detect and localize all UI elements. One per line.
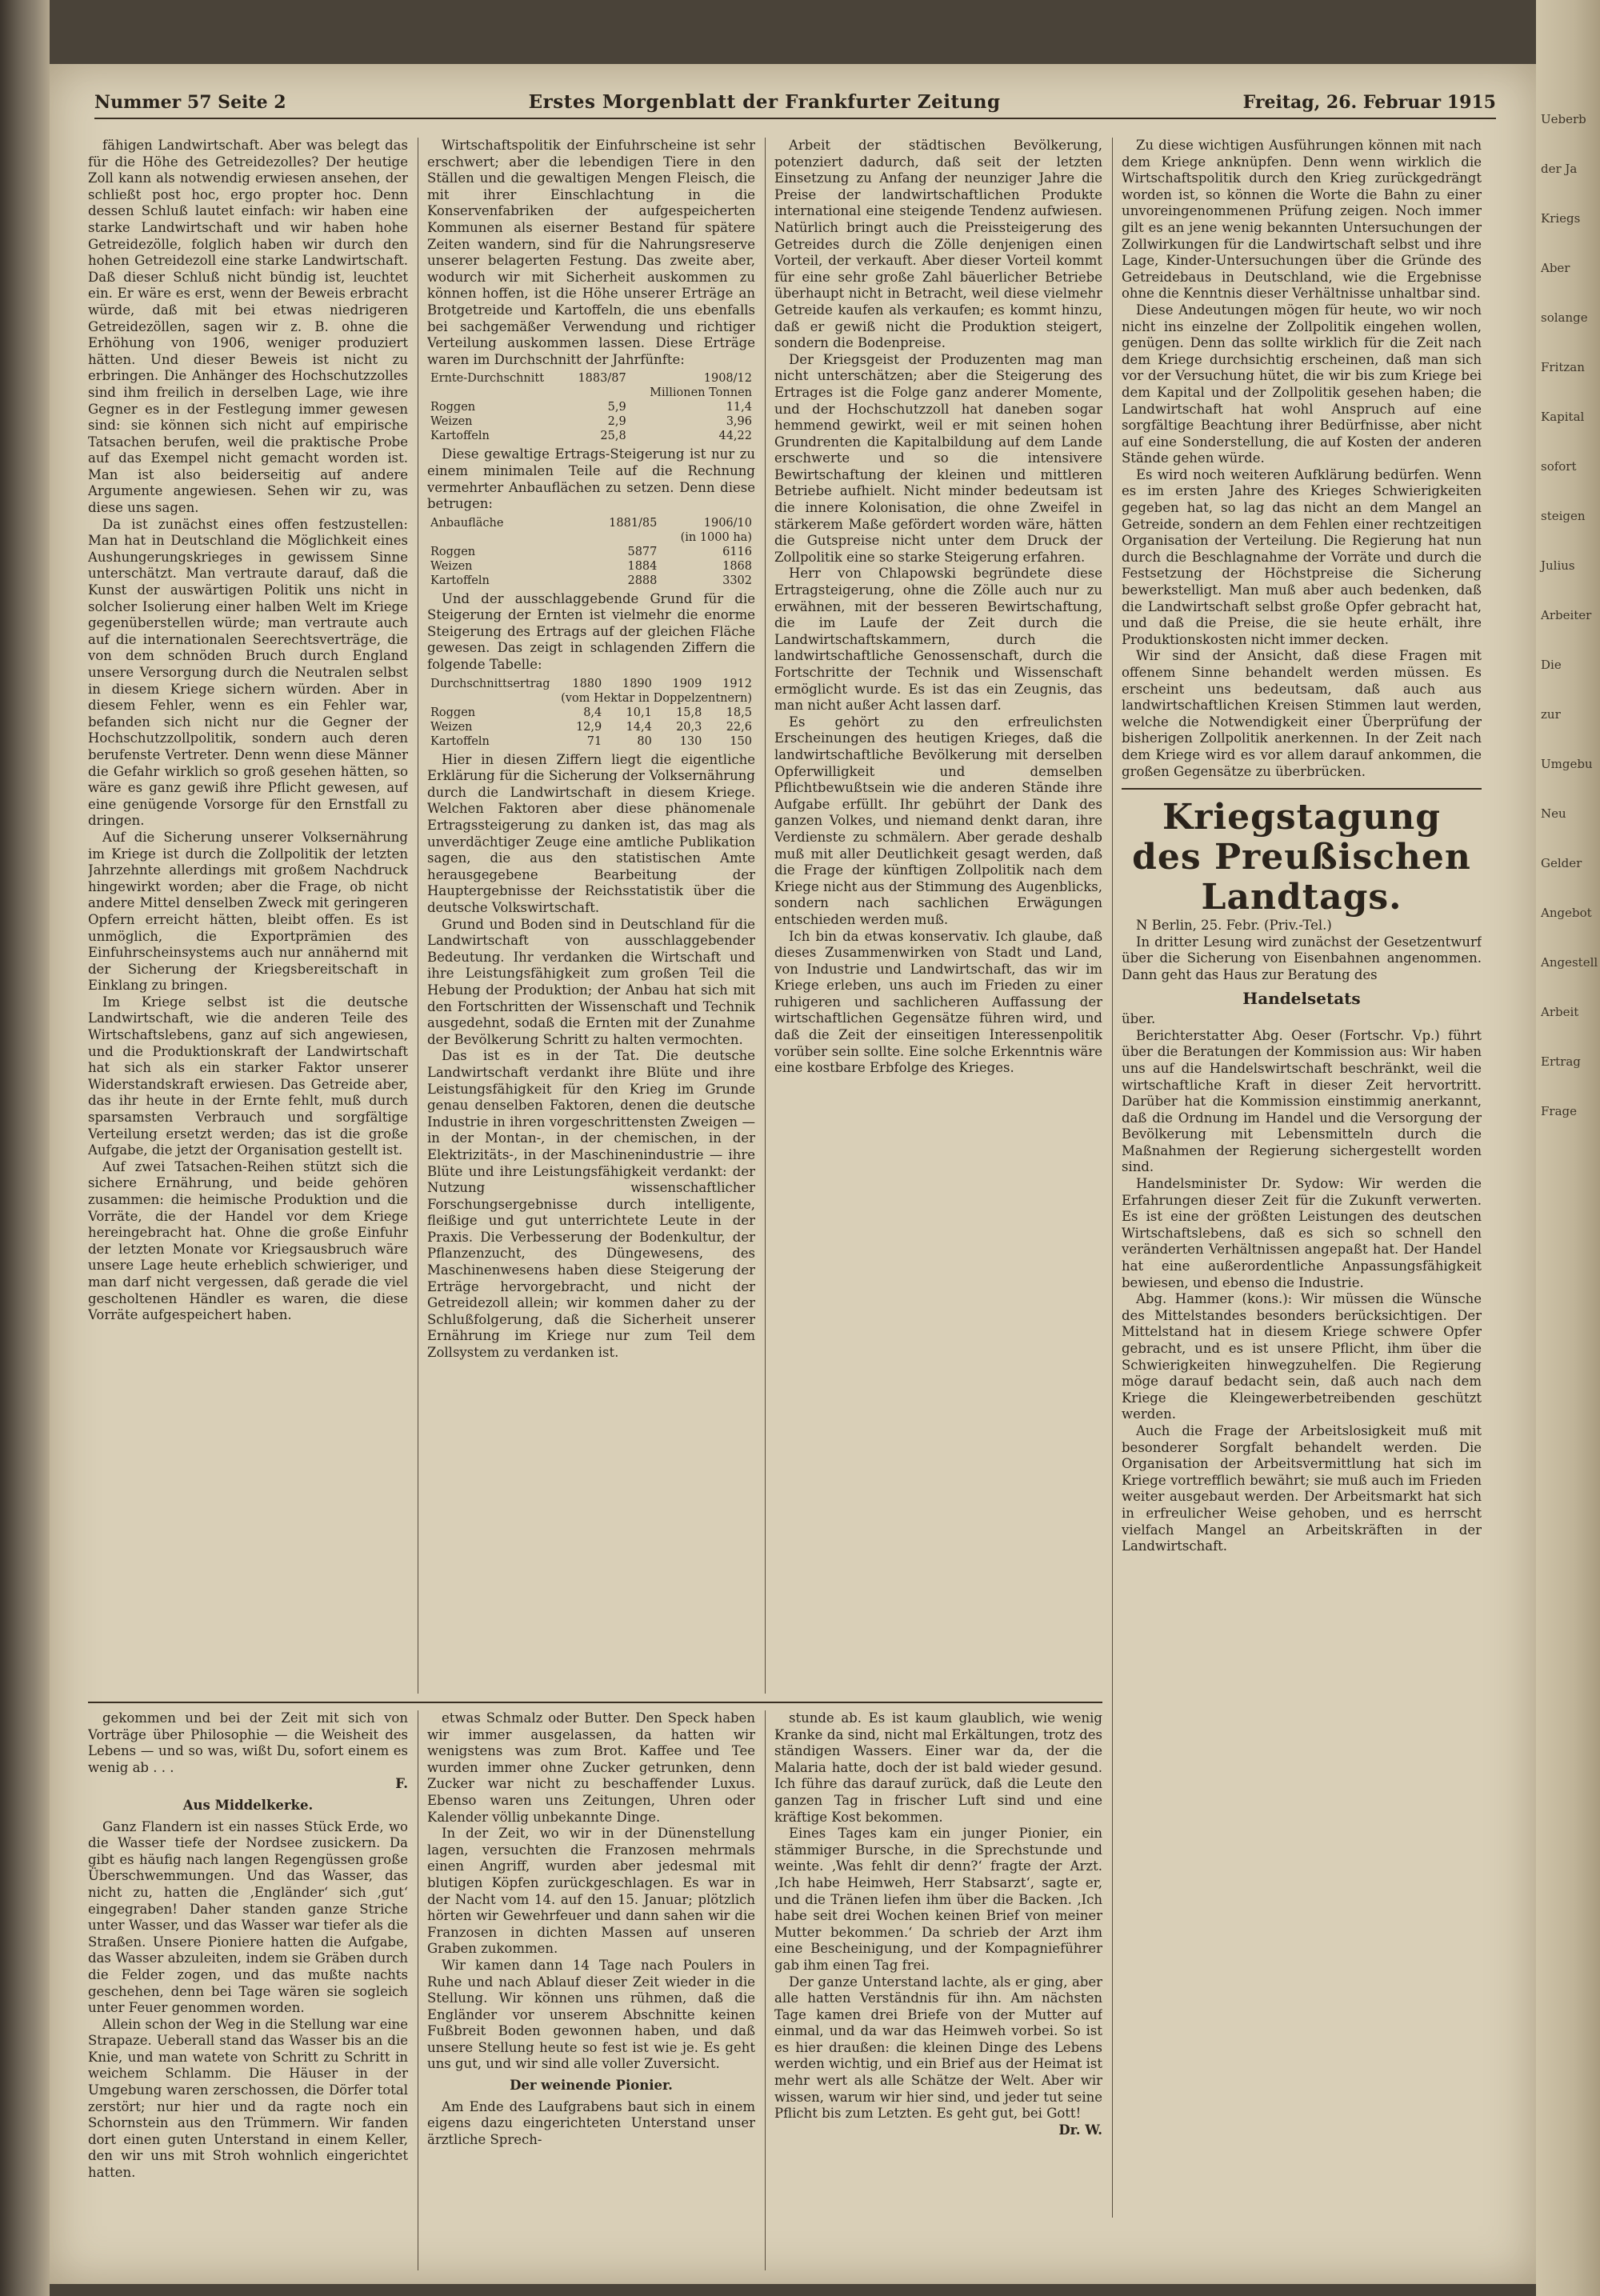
paragraph: Diese Andeutungen mögen für heute, wo wir noch nicht ins einzelne der Zollpolitik eingehen wollen, genügen. Denn das sollte wirklich für die Zeit nach dem Kriege durchsichtig erscheinen, daß man sich vor der Versuchung hütet, die wir bis zum Kriege bei dem Kapital und der Zollpolitik gesehen haben; die Landwirtschaft hat wohl Anspruch auf eine sorgfältige Beachtung ihrer Bedürfnisse, aber nicht auf eine Sonderstellung, die auf Kosten der anderen Stände gehen würde. [1122,302,1482,466]
paragraph: Der ganze Unterstand lachte, als er ging, aber alle hatten Verständnis für ihn. Am nächsten Tage kamen drei Briefe von der Mutter auf einmal, und da war das Heimweh vorbei. So ist es hier draußen: die kleinen Dinge des Lebens werden wichtig, und ein Brief aus der Heimat ist mehr wert als alle Schätze der Welt. Aber wir wissen, warum wir hier sind, und jeder tut seine Pflicht bis zum Letzten. Es geht gut, bei Gott! [774,1974,1102,2122]
paragraph: Diese gewaltige Ertrags-Steigerung ist nur zu einem minimalen Teile auf die Rechnung vermehrter Anbauflächen zu setzen. Denn diese betrugen: [427,446,755,512]
adjacent-page-fragment: der Ja [1541,162,1578,176]
adjacent-page-fragment: Kriegs [1541,211,1581,226]
table-cell: Roggen [430,401,476,414]
table-cell: 5877 [627,545,658,558]
header-page-number: Nummer 57 Seite 2 [94,92,286,113]
adjacent-page-fragment: Arbeit [1541,1005,1579,1019]
table-cell: 150 [730,734,752,748]
table-cell: 10,1 [626,706,652,719]
paragraph: Wirtschaftspolitik der Einfuhrscheine ist sehr erschwert; aber die lebendigen Tiere in den Ställen und die gewaltigen Mengen Fleisch, die mit ihrer Einschlachtung in die Konservenfabriken der aufgespeicherten Kommunen als eiserner Bestand für spätere Zeiten wandern, sind für die Nahrungsreserve unserer belagerten Festung. Das zweite aber, wodurch wir mit Sicherheit auskommen zu können hoffen, ist die Höhe unserer Erträge an Brotgetreide und Kartoffeln, die uns ebenfalls bei sachgemäßer Verwendung und richtiger Verteilung auskommen lassen. Diese Erträge waren im Durchschnitt der Jahrfünfte: [427,138,755,367]
handelsetat-subhead: Handelsetats [1242,988,1361,1008]
adjacent-page-fragment: Angestell [1541,955,1598,970]
table-header-cell: 1909 [672,677,702,690]
adjacent-page-fragment: sofort [1541,459,1577,474]
table-cell: 6116 [722,545,752,558]
newspaper-page [50,64,1536,2284]
table-cell: Roggen [430,706,476,719]
table-cell: 12,9 [575,720,602,734]
feuilleton-column-2 [427,1710,755,2270]
section-divider [1122,788,1482,790]
adjacent-page-fragment: Kapital [1541,410,1585,424]
adjacent-page-fragment: Die [1541,658,1562,672]
adjacent-page-fragment: Ertrag [1541,1054,1581,1069]
table-cell: 1868 [722,559,752,573]
adjacent-page-fragment: Aber [1541,261,1570,275]
paragraph: Auf zwei Tatsachen-Reihen stützt sich die sichere Ernährung, und beide gehören zusammen: die heimische Produktion und die Vorräte, die der Handel vor dem Kriege hereingebracht hat. Ohne die große Einfuhr der letzten Monate vor Kriegsausbruch wäre unsere Lage heute erheblich schwieriger, und man darf nicht vergessen, daß gerade die viel gescholtenen Händler es waren, die diese Vorräte aufgespeichert haben. [88,1158,408,1323]
column-divider [765,138,766,1694]
table-cell: 14,4 [626,720,652,734]
table-header-cell: 1890 [622,677,652,690]
paragraph: Grund und Boden sind in Deutschland für die Landwirtschaft von ausschlaggebender Bedeutung. Ihr verdanken die Wirtschaft und ihre Leistungsfähigkeit zum großen Teil die Hebung der Produktion; der Anbau hat sich mit den Fortschritten der Wissenschaft und Technik ausgedehnt, sodaß die Ernten mit der Zunahme der Bevölkerung Schritt zu halten vermochten. [427,916,755,1047]
table-row [427,574,755,588]
landtag-dateline: N Berlin, 25. Febr. (Priv.-Tel.) [1136,918,1332,934]
paragraph: Da ist zunächst eines offen festzustellen: Man hat in Deutschland die Möglichkeit eines Aushungerungskrieges in gewissem Sinne unterschätzt. Man vertraute darauf, daß die Kunst der auswärtigen Politik uns nicht in solcher Isolierung einer halben Welt im Kriege gegenüberstellen würde; man vertraute auch auf die internationalen Seerechtsverträge, die von dem schnöden Bruch durch England unsere Versorgung durch die Neutralen selbst in diesem Kriege sichern würden. Aber in diesem Fehler, wenn es ein Fehler war, befanden sich nicht nur die Gegner der Hochschutzzollpolitik, sondern auch deren berufenste Vertreter. Denn wenn diese Männer die Gefahr wirklich so groß gesehen hätten, so wäre es ganz gewiß ihre Pflicht gewesen, auf eine genügende Vorsorge für den Ernstfall zu dringen. [88,516,408,829]
table-cell: 2,9 [607,415,626,429]
yield-table [427,677,755,749]
column-divider [765,1710,766,2270]
paragraph: Ganz Flandern ist ein nasses Stück Erde, wo die Wasser tiefe der Nordsee zusickern. Da gibt es häufig nach langen Regengüssen große Überschwemmungen. Und das Wasser, das nicht zu, hatten die ‚Engländer‘ sich ‚gut‘ eingegraben! Daher standen ganze Striche unter Wasser, und das Wasser war tiefer als die Straßen. Unsere Pioniere hatten die Aufgabe, das Wasser abzuleiten, indem sie Gräben durch die Felder zogen, und das mußte nachts geschehen, denn bei Tage wären sie sogleich unter Feuer genommen worden. [88,1818,408,2016]
paragraph: Am Ende des Laufgrabens baut sich in einem eigens dazu eingerichteten Unterstand unser ärztliche Sprech- [427,2098,755,2147]
article-column-2 [427,138,755,1694]
table-unit: Millionen Tonnen [650,386,752,400]
adjacent-page-fragment: Angebot [1541,906,1592,920]
table-cell: 18,5 [726,706,752,719]
paragraph: Eines Tages kam ein junger Pionier, ein stämmiger Bursche, in die Sprechstunde und weinte. ‚Was fehlt dir denn?‘ fragte der Arzt. ‚Ich habe Heimweh, Herr Stabsarzt‘, sagte er, und die Tränen liefen ihm über die Backen. ‚Ich habe seit drei Wochen keinen Brief von meiner Mutter bekommen.‘ Da schrieb der Arzt ihm eine Bescheinigung, und der Kompagnieführer gab ihm einen Tag frei. [774,1826,1102,1973]
article-column-4 [1122,138,1482,2234]
table-cell: 130 [679,734,702,748]
table-row [427,559,755,574]
adjacent-page-fragment: Julius [1541,558,1575,573]
table-cell: 3,96 [726,415,752,429]
adjacent-page-fragment: Umgebu [1541,757,1593,771]
table-header-cell: 1883/87 [578,372,626,386]
paragraph: Auf die Sicherung unserer Volksernährung im Kriege ist durch die Zollpolitik der letzten Jahrzehnte allerdings mit großem Nachdruck hingewirkt worden; aber die Frage, ob nicht andere Mittel denselben Zweck mit geringeren Opfern erreicht hätten, bleibt offen. Es ist unmöglich, die Exportprämien des Einfuhrscheinsystems auch nur annähernd mit der Sicherung der Kriegsbereitschaft in Einklang zu bringen. [88,829,408,994]
paragraph: Allein schon der Weg in die Stellung war eine Strapaze. Ueberall stand das Wasser bis an die Knie, und man watete von Schritt zu Schritt in weichem Schlamm. Die Häuser in der Umgebung waren zerschossen, die Dörfer total zerstört; nur hier und da ragte noch ein Schornstein aus den Trümmern. Wir fanden dort einen guten Unterstand in einem Keller, den wir uns mit Stroh wohnlich eingerichtet hatten. [88,2016,408,2181]
paragraph: Hier in diesen Ziffern liegt die eigentliche Erklärung für die Sicherung der Volksernährung durch die Landwirtschaft in diesem Kriege. Welchen Faktoren aber diese phänomenale Ertragssteigerung zu danken ist, das mag als unverdächtiger Zeuge eine amtliche Publikation sagen, die aus den statistischen Amte herausgegebene Bearbeitung der Hauptergebnisse der Reichsstatistik über die deutsche Volkswirtschaft. [427,751,755,915]
table-cell: 15,8 [676,706,702,719]
paragraph: Ich bin da etwas konservativ. Ich glaube, daß dieses Zusammenwirken von Stadt und Land, von Industrie und Landwirtschaft, das wir im Kriege erleben, uns auch im Frieden zu einer ruhigeren und sachlicheren Auffassung der wirtschaftlichen Gegensätze führen wird, und daß die Zeit der einseitigen Interessenpolitik vorüber sein sollte. Eine solche Erkenntnis wäre eine kostbare Erbfolge des Krieges. [774,928,1102,1076]
header-masthead: Erstes Morgenblatt der Frankfurter Zeitung [528,91,1001,113]
table-cell: 2888 [627,574,658,587]
table-cell: 5,9 [607,401,626,414]
table-header-cell: 1912 [722,677,752,690]
table-cell: 11,4 [726,401,752,414]
paragraph: Abg. Hammer (kons.): Wir müssen die Wünsche des Mittelstandes besonders berücksichtigen. Der Mittelstand hat in diesem Kriege schwere Opfer gebracht, und es ist unsere Pflicht, ihm über die Schwierigkeiten hinwegzuhelfen. Die Regierung möge darauf bedacht sein, daß auch nach dem Kriege die Kleingewerbetreibenden geschützt werden. [1122,1291,1482,1422]
signature: Dr. W. [1058,2122,1102,2138]
table-cell: 25,8 [600,430,626,443]
paragraph: Im Kriege selbst ist die deutsche Landwirtschaft, wie die anderen Teile des Wirtschaftslebens, ganz auf sich angewiesen, und die Produktionskraft der Landwirtschaft hat sich als ein starker Faktor unserer Widerstandskraft erwiesen. Das Getreide aber, das ihr heute in der Ernte fehlt, muß durch sparsamsten Verbrauch und sorgfältige Verteilung ersetzt werden; das ist die große Aufgabe, die jetzt der Organisation gestellt ist. [88,994,408,1158]
adjacent-page-fragment: solange [1541,310,1588,325]
paragraph: Handelsminister Dr. Sydow: Wir werden die Erfahrungen dieser Zeit für die Zukunft verwerten. Es ist eine der größten Leistungen des deutschen Wirtschaftslebens, daß es sich so schnell den veränderten Verhältnissen angepaßt hat. Der Handel hat eine außerordentliche Anpassungsfähigkeit bewiesen, und ebenso die Industrie. [1122,1176,1482,1290]
article-column-1 [88,138,408,1694]
table-cell: Roggen [430,545,476,558]
table-cell: Weizen [430,415,473,429]
table-cell: 20,3 [676,720,702,734]
table-row [427,734,755,749]
table-header-cell: Durchschnittsertrag [430,677,550,690]
table-cell: Kartoffeln [430,734,490,748]
table-cell: Weizen [430,720,473,734]
table-cell: Kartoffeln [430,430,490,443]
table-cell: 80 [637,734,652,748]
table-cell: 44,22 [718,430,752,443]
paragraph: Der Kriegsgeist der Produzenten mag man nicht unterschätzen; aber die Steigerung des Ertrages ist die Folge ganz anderer Momente, und der Hochschutzzoll hat daneben sogar hemmend gewirkt, weil er mit seinen hohen Grundrenten die Kapitalbildung auf dem Lande erschwerte und so die intensivere Bewirtschaftung der kleinen und mittleren Betriebe aufhielt. Nicht minder bedeutsam ist die innere Kolonisation, die ohne Zweifel in stärkerem Maße gefördert worden wäre, hätten die Gutspreise nicht unter dem Druck der Zollpolitik eine so starke Steigerung erfahren. [774,351,1102,565]
table-cell: 1884 [627,559,658,573]
header-date: Freitag, 26. Februar 1915 [1242,92,1496,113]
landtag-headline: Kriegstagung des Preußischen Landtags. [1132,797,1471,918]
paragraph: gekommen und bei der Zeit mit sich von Vorträge über Philosophie — die Weisheit des Lebens — und so was, wißt Du, sofort einem es wenig ab . . . [88,1710,408,1775]
adjacent-page-fragment: Frage [1541,1104,1577,1118]
table-row [427,720,755,734]
book-binding [0,0,50,2296]
paragraph: Auch die Frage der Arbeitslosigkeit muß mit besonderer Sorgfalt behandelt werden. Die Organisation der Arbeitsvermittlung hat sich im Kriege vortrefflich bewährt; sie muß auch im Frieden weiter ausgebaut werden. Der Arbeitsmarkt hat sich in erfreulicher Weise gehoben, und es herrscht vielfach Mangel an Arbeitskräften in der Landwirtschaft. [1122,1422,1482,1554]
table-cell: Weizen [430,559,473,573]
adjacent-page-fragment: Arbeiter [1541,608,1592,622]
landtag-over: über. [1122,1011,1156,1027]
table-row [427,545,755,559]
adjacent-page-fragment: Ueberb [1541,112,1586,126]
feuilleton-divider [88,1702,1102,1703]
page-header [94,84,1496,119]
paragraph: stunde ab. Es ist kaum glaublich, wie wenig Kranke da sind, nicht mal Erkältungen, trotz des ständigen Wassers. Einer war da, der die Malaria hatte, doch der ist bald wieder gesund. Ich führe das darauf zurück, daß die Leute den ganzen Tag in frischer Luft sind und eine kräftige Kost bekommen. [774,1710,1102,1825]
table-row [427,706,755,720]
adjacent-page-edge [1536,0,1600,2296]
feuilleton-column-3 [774,1710,1102,2270]
paragraph: Herr von Chlapowski begründete diese Ertragsteigerung, ohne die Zölle auch nur zu erwähnen, mit der besseren Bewirtschaftung, die im Laufe der Zeit durch die Landwirtschaftskammern, durch die landwirtschaftliche Genossenschaft, durch die Fortschritte der Technik und Wissenschaft ermöglicht wurde. Es ist das ein Zeugnis, das man nicht außer Acht lassen darf. [774,566,1102,714]
table-cell: 71 [586,734,602,748]
landtag-intro: In dritter Lesung wird zunächst der Gesetzentwurf über die Sicherung von Eisenbahnen angenommen. Dann geht das Haus zur Beratung des [1122,934,1482,982]
table-header-cell: 1881/85 [609,516,658,530]
harvest-table [427,371,755,443]
paragraph: Es gehört zu den erfreulichsten Erscheinungen des heutigen Krieges, daß die landwirtschaftliche Bevölkerung mit derselben Opferwilligkeit und demselben Pflichtbewußtsein wie die anderen Stände ihre Aufgabe erfüllt. Ihr gebührt der Dank des ganzen Volkes, und niemand denkt daran, ihre Verdienste zu schmälern. Aber gerade deshalb muß mit aller Deutlichkeit gesagt werden, daß die Frage der künftigen Zollpolitik nach dem Kriege nicht aus der Stimmung des Augenblicks, sondern nach sachlichen Erwägungen entschieden werden muß. [774,714,1102,927]
adjacent-page-fragment: steigen [1541,509,1586,523]
adjacent-page-fragment: Gelder [1541,856,1582,870]
table-cell: 8,4 [583,706,602,719]
feuilleton-heading: Der weinende Pionier. [510,2078,673,2094]
paragraph: In der Zeit, wo wir in der Dünenstellung lagen, versuchten die Franzosen mehrmals einen Angriff, wurden aber jedesmal mit blutigen Köpfen zurückgeschlagen. Es war in der Nacht vom 14. auf den 15. Januar; plötzlich hörten wir Gewehrfeuer und dann sahen wir die Franzosen in dichten Massen auf unseren Graben zukommen. [427,1826,755,1957]
paragraph: Arbeit der städtischen Bevölkerung, potenziert dadurch, daß seit der letzten Einsetzung zu Anfang der neunziger Jahre die Preise der landwirtschaftlichen Produkte international eine steigende Tendenz aufwiesen. Natürlich bringt auch die Preissteigerung des Getreides durch die Zölle denjenigen einen Vorteil, der verkauft. Aber dieser Vorteil kommt für eine sehr große Zahl bäuerlicher Betriebe überhaupt nicht in Betracht, weil diese vielmehr Getreide kaufen als verkaufen; es kommt hinzu, daß er gewiß nicht die Produktion steigert, sondern die Bodenpreise. [774,138,1102,351]
paragraph: Wir kamen dann 14 Tage nach Poulers in Ruhe und nach Ablauf dieser Zeit wieder in die Stellung. Wir können uns rühmen, daß die Engländer vor unserem Abschnitte keinen Fußbreit Boden gewonnen haben, und daß unsere Stellung heute so fest ist wie je. Es geht uns gut, und wir sind alle voller Zuversicht. [427,1957,755,2072]
paragraph: Berichterstatter Abg. Oeser (Fortschr. Vp.) führt über die Beratungen der Kommission aus: Wir haben uns auf die Handelswirtschaft beschränkt, weil die wirtschaftliche Kraft in dieser Zeit hervortritt. Darüber hat die Kommission einstimmig anerkannt, daß die Ordnung im Handel und die Versorgung der Bevölkerung mit Lebensmitteln durch die Maßnahmen der Regierung sichergestellt worden sind. [1122,1027,1482,1175]
table-cell: 3302 [722,574,752,587]
paragraph: Zu diese wichtigen Ausführungen können mit nach dem Kriege anknüpfen. Denn wenn wirklich die Wirtschaftspolitik durch den Krieg zurückgedrängt worden ist, so können die Worte die Bahn zu einer unvoreingenommenen Prüfung zeigen. Noch immer gilt es an jene wenig bekannten Untersuchungen der Zollwirkungen für die Landwirtschaft selbst und ihre Lage, Kinder-Untersuchungen über die Gründe des Getreidebaus in Deutschland, wie die Ergebnisse ohne die Kenntnis dieser Verhältnisse unhaltbar sind. [1122,138,1482,302]
table-header-cell: Anbaufläche [430,516,504,530]
table-header-cell: Ernte-Durchschnitt [430,372,545,386]
paragraph: Das ist es in der Tat. Die deutsche Landwirtschaft verdankt ihre Blüte und ihre Leistungsfähigkeit für den Krieg im Grunde genau denselben Faktoren, denen die deutsche Industrie in ihren vorgeschrittensten Zweigen — in der Montan-, in der chemischen, in der Elektrizitäts-, in der Maschinenindustrie — ihre Blüte und ihre Leistungsfähigkeit verdankt: der Nutzung wissenschaftlicher Forschungsergebnisse durch intelligente, fleißige und gut unterrichtete Leute in der Praxis. Die Verbesserung der Bodenkultur, der Pflanzenzucht, des Düngewesens, des Maschinenwesens haben diese Steigerung der Erträge hervorgebracht, und nicht der Getreidezoll allein; wir kommen daher zu der Schlußfolgerung, daß die Sicherheit unserer Ernährung im Kriege nur zum Teil dem Zollsystem zu verdanken ist. [427,1048,755,1361]
table-header-cell: 1906/10 [703,516,752,530]
table-header-cell: 1880 [572,677,602,690]
table-row [427,429,755,443]
paragraph: Wir sind der Ansicht, daß diese Fragen mit offenem Sinne behandelt werden müssen. Es erscheint uns bedeutsam, daß auch aus landwirtschaftlichen Kreisen Stimmen laut werden, welche die Notwendigkeit einer Überprüfung der bisherigen Zollpolitik anerkennen. In der Zeit nach dem Kriege wird es vor allem darauf ankommen, die großen Gegensätze zu überbrücken. [1122,648,1482,779]
signature: F. [395,1776,408,1792]
article-column-3 [774,138,1102,1694]
paragraph: fähigen Landwirtschaft. Aber was belegt das für die Höhe des Getreidezolles? Der heutige Zoll kann als notwendig erwiesen ansehen, der schließt post hoc, ergo propter hoc. Denn dessen Schluß lautet einfach: wir haben eine starke Landwirtschaft und wir haben hohe Getreidezölle, folglich haben wir durch den hohen Getreidezoll eine starke Landwirtschaft. Daß dieser Schluß nicht bündig ist, leuchtet ein. Er wäre es erst, wenn der Beweis erbracht würde, daß mit bei etwas niedrigeren Getreidezöllen, sagen wir z. B. ohne die Erhöhung von 1906, weniger produziert hätten. Und dieser Beweis ist nicht zu erbringen. Die Anhänger des Hochschutzzolles sind ihm freilich in derselben Lage, wie ihre Gegner es in der Festlegung immer gewesen sind: sie können sich nicht auf empirische Tatsachen berufen, weil die praktische Probe auf das Exempel nicht gemacht worden ist. Man ist also beiderseitig auf andere Argumente angewiesen. Sehen wir zu, was diese uns sagen. [88,138,408,516]
area-table [427,516,755,588]
paragraph: etwas Schmalz oder Butter. Den Speck haben wir immer ausgelassen, da hatten wir wenigstens was zum Brot. Kaffee und Tee wurden immer ohne Zucker getrunken, denn Zucker war nicht zu beschaffender Luxus. Ebenso waren uns Zeitungen, Uhren oder Kalender völlig unbekannte Dinge. [427,1710,755,1825]
table-header-cell: 1908/12 [703,372,752,386]
table-cell: Kartoffeln [430,574,490,587]
table-unit: (in 1000 ha) [680,530,752,544]
paragraph: Und der ausschlaggebende Grund für die Steigerung der Ernten ist vielmehr die enorme Steigerung des Ertrags auf der gleichen Fläche gewesen. Das zeigt in schlagenden Ziffern die folgende Tabelle: [427,590,755,673]
feuilleton-column-1 [88,1710,408,2270]
feuilleton-heading: Aus Middelkerke. [182,1797,314,1813]
adjacent-page-fragment: zur [1541,707,1561,722]
table-cell: 22,6 [726,720,752,734]
column-divider [1112,138,1113,2218]
table-row [427,414,755,429]
table-row [427,400,755,414]
paragraph: Es wird noch weiteren Aufklärung bedürfen. Wenn es im ersten Jahre des Krieges Schwierigkeiten gegeben hat, so lag das nicht an dem Mangel an Getreide, sondern an dem Fehlen einer rechtzeitigen Organisation der Verteilung. Die Regierung hat nun durch die Beschlagnahme der Vorräte und durch die Festsetzung der Höchstpreise die Sicherung bewerkstelligt. Man muß aber auch bedenken, daß die Landwirtschaft selbst große Opfer gebracht hat, und daß die Preise, die sie heute erhält, ihre Produktionskosten nicht immer decken. [1122,466,1482,647]
adjacent-page-fragment: Neu [1541,806,1566,821]
table-unit: (vom Hektar in Doppelzentnern) [561,691,752,705]
adjacent-page-fragment: Fritzan [1541,360,1585,374]
